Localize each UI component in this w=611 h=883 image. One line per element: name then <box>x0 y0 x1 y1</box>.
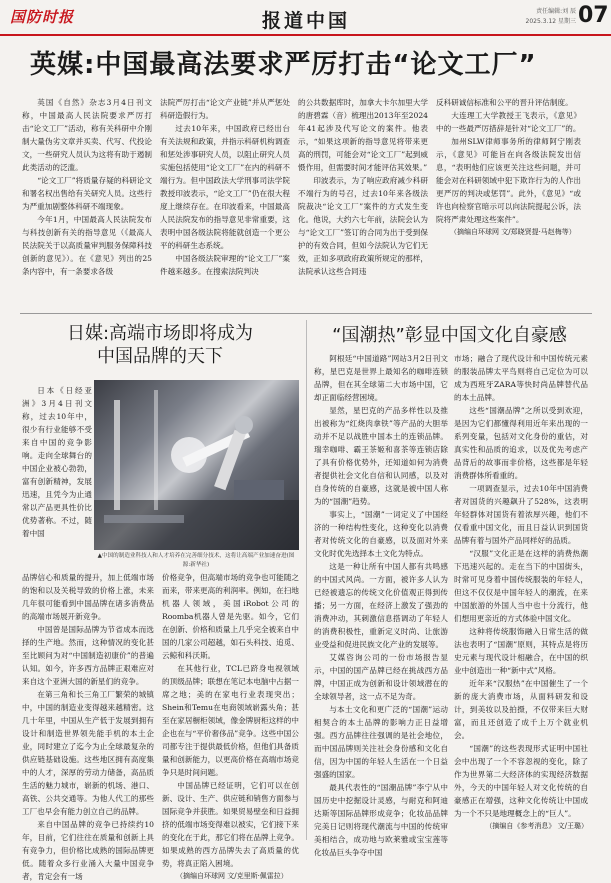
section-divider <box>20 313 592 314</box>
paragraph: 阿根廷“中国道路”网站3月2日刊文称，星巴克是世界上最知名的咖啡连锁品牌，但在其全球第二大市场中国，它却正面临经营困境。 <box>314 354 448 402</box>
paragraph: 与本土文化和更广泛的“国潮”运动相契合的本土品牌的影响力正日益增强。西方品牌往往强调的是社会地位，而中国品牌则关注社会身份感和文化自信，因为中国的年轻人生活在一个日益强盛的国家。 <box>314 705 448 779</box>
paragraph: 品牌信心和质量的提升，加上低端市场的饱和以及关税导致的价格上涨，未来几年很可能看到中国品牌在诸多消费品的高端市场展开新竞争。 <box>22 573 154 621</box>
paragraph: 的公共数据库时，加拿大卡尔加里大学的唐碧霖（音）梳理出2013年至2024年41起涉及代写论文的案件。他表示，“如果这项新的指导意见将带来更高的刑罚，可能会对“论文工厂”起到威慑作用，但需要时间才能评估其效果。” <box>298 98 428 172</box>
editor-line: 责任编辑:刘 辰 <box>536 8 576 15</box>
article3-column-1 <box>314 352 448 859</box>
paragraph: 中国曾是国际品牌为节省成本而选择的生产地。然而，这种情况的变化甚至比顾问为对“中国制造初康价”的普遍认知。如今，许多西方品牌正艰难应对来自这个亚洲大国的新星们的竞争。 <box>22 625 154 686</box>
paragraph: 大连理工大学教授王飞表示，《意见》中的一些最严厉措辞是针对“论文工厂”的。 <box>436 111 581 133</box>
issue-meta <box>512 7 576 27</box>
page-number: 07 <box>578 3 609 28</box>
newspaper-logo <box>10 5 82 29</box>
paragraph: 在第三角和长三角工厂繁荣的城镇中，中国的制造业变得越来越精密。这几十年里，中国从生产低于发展到拥有设计和制造世界领先能手机的本土企业，同时建立了迄今为止全球最复杂的供应链基础设施。这些地区拥有高度集中的人才，深厚的劳动力储备，高品质生活的魅力城市，崭新的机场、港口、高铁、公共交通等。为他人代工的那些工厂也早会有能力创立自己的品牌。 <box>22 690 154 816</box>
paragraph: 日本《日经亚洲》3月4日刊文称，过去10年中，很少有行业能够不受来自中国的竞争影响。走向全球舞台的中国企业被心勃勃，富有创新精神，发展迅速，且凭今为止通常以产品更具性价比优势著称。不过，随着中国 <box>22 386 92 538</box>
masthead-rule <box>0 34 611 36</box>
paragraph: 加州SLW律师事务所的律师阿宁刚表示，《意见》可能旨在向各级法院发出信息，“表明他们应该更关注这些问题，并可能会对在科研领域中犯下欺诈行为的人作出更严厉的判决或惩罚”。此外，《意见》“或许也向检察官暗示可以向法院提起公诉，法院将严肃处理这些案件”。 <box>436 137 581 224</box>
paragraph: 印波表示，为了响应政府减少科研不端行为的号召，过去10年来各级法院裁决“论文工厂”案件的方式发生变化。他说，大约六七年前，法院会认为与“论文工厂”签订的合同为出于受到保护的有效合同，但如今法院认为它们无效，正如多项政府政策所规定的那样，法院承认这些合同违 <box>298 176 428 276</box>
article2-byline: （摘编自环球网 文/克里斯·佩雷拉） <box>176 872 288 880</box>
paragraph: “汉服”文化正是在这样的消费热潮下迅速兴起的。走在当下的中国街头，时常可见身着中国传统服装的年轻人，但这不仅仅是中国年轻人的潮流，在来中国旅游的外国人当中也十分流行，他们想用更亲近的方式体验中国文化。 <box>454 549 588 623</box>
logo-text: 国防时报 <box>10 8 75 26</box>
lead-column-2 <box>160 96 290 278</box>
paragraph: 今年1月，中国最高人民法院发布与科技创新有关的指导意见（《最高人民法院关于以高质量审判服务保障科技创新的意见》）。在《意见》列出的25条内容中，有一条要求各级 <box>22 215 152 276</box>
article2-column-1-top <box>22 384 92 540</box>
paragraph: 最具代表性的“国潮品牌”李宁从中国历史中挖掘设计灵感，与耐克和阿迪达斯等国际品牌形成竞争；化妆品品牌完美日记则将现代潮流与中国的传统审美相结合，成功地与欧莱雅或宝宝莲等化妆品巨头争夺中国 <box>314 783 448 857</box>
article2-column-1 <box>22 571 154 883</box>
paragraph: 市场；融合了现代设计和中国传统元素的服装品牌太平鸟则将自己定位为可以成为西班牙ZARA等快时尚品牌替代品的本土品牌。 <box>454 354 588 402</box>
paragraph: “国潮”的这些表现形式证明中国社会中出现了一个不容忽视的变化，除了作为世界第二大经济体的实现经济数据外，今天的中国年轻人对文化传统的自豪感正在增强，这种文化传统让中国成为一个不只是地理概念上的“巨人”。 <box>454 744 588 818</box>
column-divider <box>306 320 307 840</box>
paragraph: 显然，星巴克的产品多样性以及推出被称为“红烧肉拿铁”等产品的大胆举动并不足以战胜中国本土的连锁品牌。瑞幸咖啡、霸王茶姬和喜茶等连锁店除了具有价格优势外，还知道如何为消费者提供社会文化自信和认同感，以及对自身传统的自豪感，这就是被中国人称为的“国潮”趋势。 <box>314 406 448 506</box>
paragraph: 中国各级法院审理的“论文工厂”案件越来越多。在搜索法院判决 <box>160 254 290 276</box>
paragraph: 来自中国品牌的竞争已持续约10年，目前，它们往往在质量和创新上具有竞争力，但价格比成熟的国际品牌更低。随着众多行业涌入大量中国竞争者，肯定会有一场 <box>22 820 154 881</box>
section-title: 报道中国 <box>262 10 351 32</box>
date-line: 2025.3.12 星期三 <box>525 18 576 25</box>
lead-byline: （摘编自环球网 文/郑晓贤提·马赵梅等） <box>450 228 576 236</box>
photo-caption: ▲中国的制造业科技人和人才培养在完善细分技术，这将让高端产业加速奋进(图源:新华社) <box>97 553 295 568</box>
lead-column-4 <box>436 96 581 239</box>
paragraph: 艾媒咨询公司的一份市场报告显示，中国的国产品牌已经在挑战西方品牌，中国正成为创新和设计领域潜在的全球领导者，这一点不足为奇。 <box>314 653 448 701</box>
paragraph: 法院严厉打击“论文产业链”并从严惩处科研造假行为。 <box>160 98 290 120</box>
paragraph: 近年来“汉服热”在中国催生了一个新的庞大消费市场，从面料研发和设计，到美妆以及拍摄，不仅带来巨大财富，而且还创造了成千上万个就业机会。 <box>454 679 588 740</box>
paragraph: 反科研诚信标准和公平的晋升评估制度。 <box>436 98 573 107</box>
paragraph: 一项调查显示，过去10年中国消费者对国货的兴趣飙升了528%，这表明年轻群体对国货有着浓厚兴趣，他们不仅看重中国文化，而且日益认识到国货品牌有着与国外产品同样好的品质。 <box>454 484 588 545</box>
paragraph: 在其他行业，TCL已跻身电视领域的顶级品牌；联想在笔记本电脑中占据一席之地；美的在家电行业表现突出；Shein和Temu在电商领域崭露头角；甚至在家居橱柜领域，像金牌厨柜这样的中企也在与“平价奢侈品”竞争。这些中国公司都专注于提供最低价格，但他们具备质量和创新能力，以更高价格在高端市场竞争只是时间问题。 <box>162 664 299 777</box>
lead-headline: 英媒:中国最高法要求严厉打击“论文工厂” <box>30 50 537 80</box>
paragraph: “论文工厂”将质量存疑的科研论文和署名权出售给有关研究人员。这些行为严重加剧整体科研不端现象。 <box>22 176 152 211</box>
masthead <box>0 0 611 38</box>
headline-line-2: 中国品牌的天下 <box>97 346 223 367</box>
robot-arm-illustration <box>94 380 299 550</box>
article2-headline <box>20 322 300 368</box>
paragraph: 中国品牌已经证明，它们可以在创新、设计、生产、供应链和销售方面参与国际竞争并获胜。如果贸易壁垒和日益拥挤的低端市场变得难以被实，它们接下来的变化在于此，那它们将在品牌上竞争。如果成熟的西方品牌失去了高质量的优势，将真正陷入困境。 <box>162 781 299 868</box>
paragraph: 事实上，“国潮”一词定义了中国经济的一种结构性变化，这种变化以消费者对传统文化的自豪感，以及面对外来文化时优先选择本土文化为特点。 <box>314 510 448 558</box>
paragraph: 这种将传统服饰融入日常生活的做法也表明了“国潮”原则，其特点是将历史元素与现代设计相融合，在中国的织业中创造出一种“新中式”风格。 <box>454 627 588 675</box>
paragraph: 这是一种让所有中国人都有共鸣感的中国式风尚。一方面，被许多人认为已经被遗忘的传统文化价值观正得到传播；另一方面，在经济上激发了强劲的消费冲动，其刺激信息搭调动了年轻人的消费积极性，重新定义时尚、让旅游业受益和促进民族文化产业的发展等。 <box>314 562 448 649</box>
lead-column-3 <box>298 96 428 278</box>
headline-line-1: 日媒:高端市场即将成为 <box>66 323 254 344</box>
article2-column-2 <box>162 571 299 883</box>
article3-headline: “国潮热”彰显中国文化自豪感 <box>332 325 567 346</box>
article3-column-2 <box>454 352 588 833</box>
lead-column-1 <box>22 96 152 278</box>
paragraph: 价格竞争，但高端市场的竞争也可能随之而来，带来更高的利润率。例如，在扫地机器人领域，美国iRobot公司的Roomba机器人曾是先驱。如今，它们在创新、价格和质量上几乎完全被来自中国的几家公司超越，如石头科技、追觅、云鲸和科沃斯。 <box>162 573 299 660</box>
article3-byline: （摘编自《参考消息》 文/王璐） <box>485 822 588 830</box>
paragraph: 过去10年来，中国政府已经出台有关法规和政策，并指示科研机构调查和惩处涉事研究人员，以阻止研究人员实施包括使用“论文工厂”在内的科研不端行为。但中国政法大学刑事司法学院教授印波表示，“论文工厂”仍在很大程度上继续存在。在印波看来，中国最高人民法院发布的指导意见非常重要，这表明中国各级法院将能就创造一个更公平的科研生态系统。 <box>160 124 290 250</box>
paragraph: 英国《自然》杂志3月4日刊文称，中国最高人民法院要求严厉打击“论文工厂”活动，称有关科研中介刚制大量伪劣文章并买卖、代写、代投论文，一些研究人员认为这将有助于遏制此类活动的泛滥。 <box>22 98 152 172</box>
factory-robot-photo <box>94 380 299 550</box>
paragraph: 这些“国潮品牌”之所以受到欢迎，是因为它们都懂得利用近年来出现的一系列变量，包括对文化身份的重估，对真实性和品质的追求，以及优先考虑产品背后的故事而非价格，这些都是年轻消费群体所看重的。 <box>454 406 588 480</box>
